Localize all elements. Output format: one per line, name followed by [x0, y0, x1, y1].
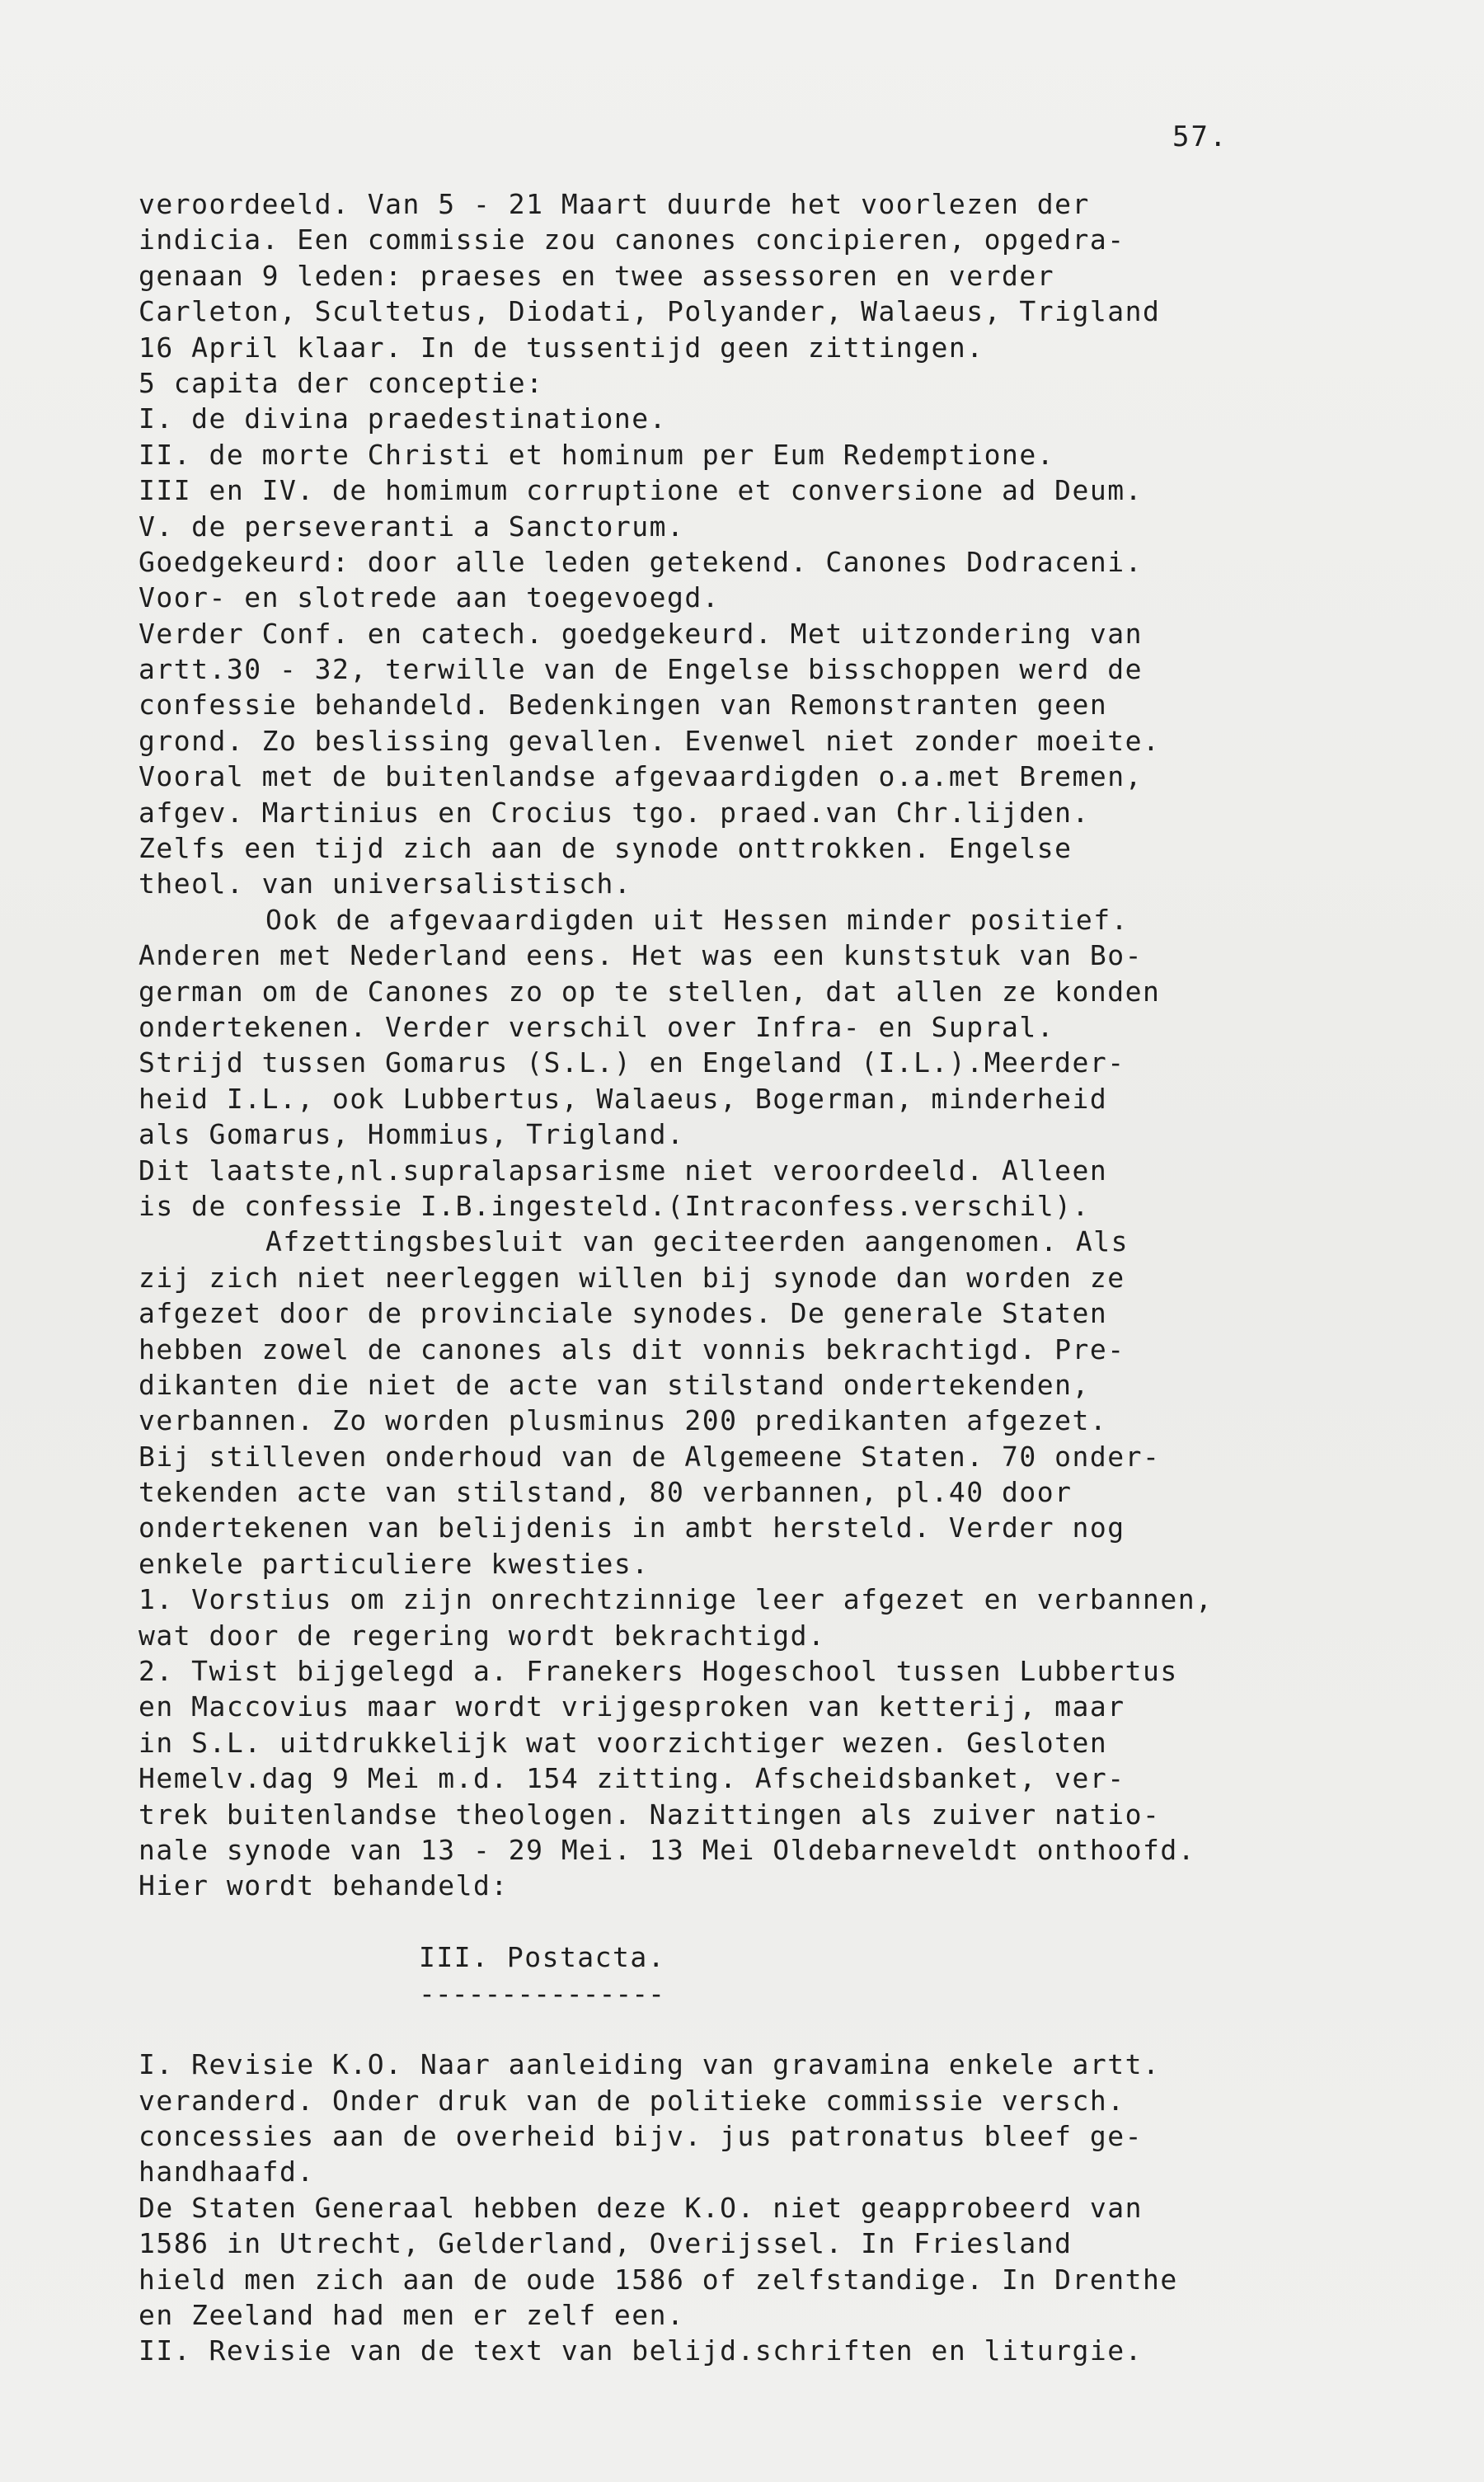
text-line: Voor- en slotrede aan toegevoegd. [139, 581, 721, 614]
text-line: ondertekenen van belijdenis in ambt hersteld. Verder nog [139, 1511, 1125, 1544]
text-line: Anderen met Nederland eens. Het was een kunststuk van Bo- [139, 939, 1143, 972]
main-text-block [139, 186, 1408, 1904]
blank-line [139, 1904, 1408, 1939]
text-line: veranderd. Onder druk van de politieke commissie versch. [139, 2084, 1125, 2117]
text-line: dikanten die niet de acte van stilstand ondertekenden, [139, 1368, 1090, 1401]
text-line: wat door de regering wordt bekrachtigd. [139, 1619, 826, 1652]
text-line: hebben zowel de canones als dit vonnis bekrachtigd. Pre- [139, 1333, 1125, 1366]
text-line: enkele particuliere kwesties. [139, 1547, 650, 1580]
text-line: 1. Vorstius om zijn onrechtzinnige leer afgezet en verbannen, [139, 1583, 1214, 1616]
text-line: Vooral met de buitenlandse afgevaardigden o.a.met Bremen, [139, 760, 1143, 793]
text-line: hield men zich aan de oude 1586 of zelfstandige. In Drenthe [139, 2263, 1178, 2296]
text-line: theol. van universalistisch. [139, 867, 632, 900]
text-line: veroordeeld. Van 5 - 21 Maart duurde het voorlezen der [139, 188, 1090, 220]
text-line: V. de perseveranti a Sanctorum. [139, 510, 685, 543]
text-line: 2. Twist bijgelegd a. Franekers Hogeschool tussen Lubbertus [139, 1655, 1178, 1688]
text-line: heid I.L., ook Lubbertus, Walaeus, Bogerman, minderheid [139, 1082, 1108, 1115]
text-line: in S.L. uitdrukkelijk wat voorzichtiger wezen. Gesloten [139, 1726, 1108, 1759]
text-line: I. Revisie K.O. Naar aanleiding van gravamina enkele artt. [139, 2048, 1161, 2081]
text-line: nale synode van 13 - 29 Mei. 13 Mei Oldebarneveldt onthoofd. [139, 1833, 1196, 1866]
text-line: en Maccovius maar wordt vrijgesproken van ketterij, maar [139, 1690, 1125, 1723]
page-number: 57. [1172, 120, 1228, 153]
text-line: II. de morte Christi et hominum per Eum Redemptione. [139, 438, 1055, 471]
text-line: german om de Canones zo op te stellen, dat allen ze konden [139, 975, 1161, 1008]
text-line: afgezet door de provinciale synodes. De generale Staten [139, 1297, 1108, 1330]
text-line: Verder Conf. en catech. goedgekeurd. Met uitzondering van [139, 617, 1143, 650]
text-line: Afzettingsbesluit van geciteerden aangenomen. Als [265, 1225, 1129, 1258]
text-line: confessie behandeld. Bedenkingen van Remonstranten geen [139, 689, 1108, 722]
text-line: Hemelv.dag 9 Mei m.d. 154 zitting. Afscheidsbanket, ver- [139, 1762, 1125, 1795]
section-heading-underline: --------------- [419, 1977, 665, 2010]
text-line: 5 capita der conceptie: [139, 366, 544, 399]
blank-line [139, 2011, 1408, 2047]
text-line: Ook de afgevaardigden uit Hessen minder positief. [265, 903, 1129, 936]
text-line: als Gomarus, Hommius, Trigland. [139, 1118, 685, 1151]
text-line: Strijd tussen Gomarus (S.L.) en Engeland (I.L.).Meerder- [139, 1046, 1125, 1079]
text-line: concessies aan de overheid bijv. jus patronatus bleef ge- [139, 2120, 1143, 2153]
text-line: 16 April klaar. In de tussentijd geen zittingen. [139, 331, 984, 364]
text-line: Carleton, Scultetus, Diodati, Polyander, Walaeus, Trigland [139, 295, 1161, 328]
text-line: Zelfs een tijd zich aan de synode onttrokken. Engelse [139, 832, 1073, 865]
text-line: is de confessie I.B.ingesteld.(Intraconfess.verschil). [139, 1189, 1090, 1222]
text-line: indicia. Een commissie zou canones concipieren, opgedra- [139, 223, 1125, 256]
text-line: grond. Zo beslissing gevallen. Evenwel niet zonder moeite. [139, 724, 1161, 757]
text-line: zij zich niet neerleggen willen bij synode dan worden ze [139, 1261, 1125, 1294]
text-line: afgev. Martinius en Crocius tgo. praed.van Chr.lijden. [139, 796, 1090, 829]
text-line: handhaafd. [139, 2155, 315, 2188]
section-text-block [139, 2047, 1408, 2369]
section-heading: III. Postacta. [419, 1941, 666, 1974]
text-line: Dit laatste,nl.supralapsarisme niet veroordeeld. Alleen [139, 1154, 1108, 1187]
text-line: De Staten Generaal hebben deze K.O. niet geapprobeerd van [139, 2191, 1143, 2224]
typescript-body [139, 186, 1408, 2369]
text-line: en Zeeland had men er zelf een. [139, 2299, 685, 2332]
text-line: Goedgekeurd: door alle leden getekend. Canones Dodraceni. [139, 545, 1143, 578]
text-line: Bij stilleven onderhoud van de Algemeene Staten. 70 onder- [139, 1440, 1161, 1473]
text-line: III en IV. de homimum corruptione et conversione ad Deum. [139, 474, 1143, 507]
text-line: verbannen. Zo worden plusminus 200 predikanten afgezet. [139, 1404, 1108, 1437]
text-line: ondertekenen. Verder verschil over Infra- en Supral. [139, 1010, 1055, 1043]
text-line: II. Revisie van de text van belijd.schriften en liturgie. [139, 2334, 1143, 2367]
text-line: artt.30 - 32, terwille van de Engelse bisschoppen werd de [139, 653, 1143, 686]
text-line: tekenden acte van stilstand, 80 verbannen, pl.40 door [139, 1476, 1073, 1509]
text-line: genaan 9 leden: praeses en twee assessoren en verder [139, 259, 1055, 292]
text-line: I. de divina praedestinatione. [139, 402, 668, 435]
text-line: 1586 in Utrecht, Gelderland, Overijssel. In Friesland [139, 2227, 1073, 2260]
text-line: Hier wordt behandeld: [139, 1869, 509, 1902]
text-line: trek buitenlandse theologen. Nazittingen als zuiver natio- [139, 1798, 1161, 1831]
